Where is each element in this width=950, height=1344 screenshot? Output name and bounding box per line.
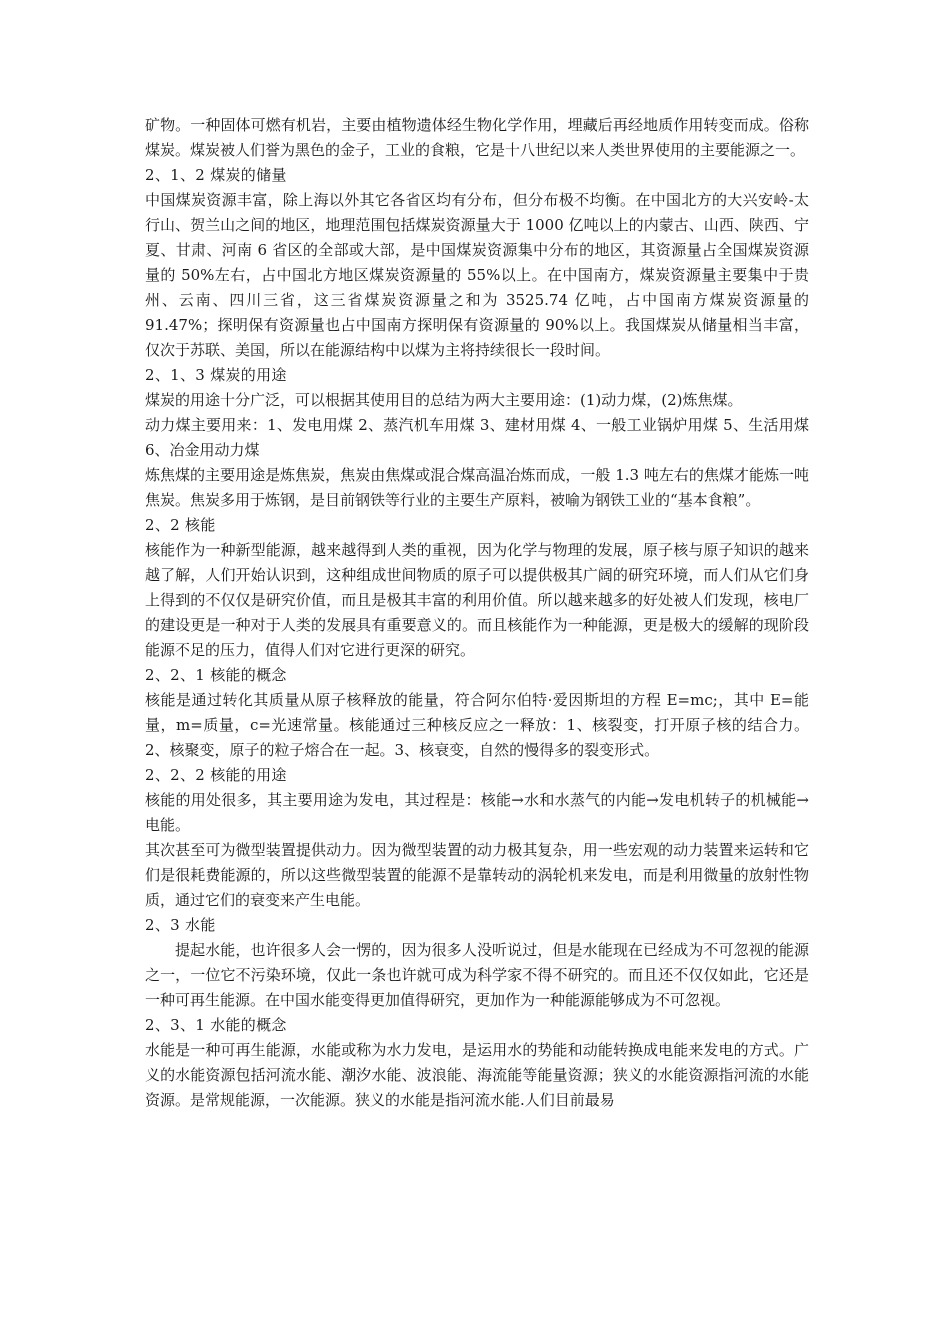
heading-hydro-concept: 2、3、1 水能的概念 [145,1016,287,1034]
paragraph-nuclear-micro-devices: 其次甚至可为微型装置提供动力。因为微型装置的动力极其复杂，用一些宏观的动力装置来运转和它们是很耗费能源的，所以这些微型装置的能源不是靠转动的涡轮机来发电，而是利用微量的放射性物质，通过它们的衰变来产生电能。 [145,841,809,909]
paragraph-steam-coal: 动力煤主要用来：1、发电用煤 2、蒸汽机车用煤 3、建材用煤 4、一般工业锅炉用煤 5、生活用煤 6、冶金用动力煤 [145,416,809,459]
heading-nuclear-concept: 2、2、1 核能的概念 [145,666,287,684]
heading-hydro-energy: 2、3 水能 [145,916,216,934]
paragraph-nuclear-intro: 核能作为一种新型能源，越来越得到人类的重视，因为化学与物理的发展，原子核与原子知识的越来越了解，人们开始认识到，这种组成世间物质的原子可以提供极其广阔的研究环境，而人们从它们身上得到的不仅仅是研究价值，而且是极其丰富的利用价值。所以越来越多的好处被人们发现，核电厂的建设更是一种对于人类的发展具有重要意义的。而且核能作为一种能源，更是极大的缓解的现阶段能源不足的压力，值得人们对它进行更深的研究。 [145,541,809,659]
paragraph-nuclear-power-generation: 核能的用处很多，其主要用途为发电，其过程是：核能→水和水蒸气的内能→发电机转子的机械能→电能。 [145,791,809,834]
paragraph-coal-uses-intro: 煤炭的用途十分广泛，可以根据其使用目的总结为两大主要用途：(1)动力煤，(2)炼焦煤。 [145,391,743,409]
paragraph-nuclear-concept: 核能是通过转化其质量从原子核释放的能量，符合阿尔伯特·爱因斯坦的方程 E=mc;，其中 E=能量，m=质量，c=光速常量。核能通过三种核反应之一释放：1、核裂变，打开原子核的结合力。2、核聚变，原子的粒子熔合在一起。3、核衰变，自然的慢得多的裂变形式。 [145,691,809,759]
paragraph-coal-reserves: 中国煤炭资源丰富，除上海以外其它各省区均有分布，但分布极不均衡。在中国北方的大兴安岭-太行山、贺兰山之间的地区，地理范围包括煤炭资源量大于 1000 亿吨以上的内蒙古、山西、陕西、宁夏、甘肃、河南 6 省区的全部或大部，是中国煤炭资源集中分布的地区，其资源量占全国煤炭资源量的 50%左右，占中国北方地区煤炭资源量的 55%以上。在中国南方，煤炭资源量主要集中于贵州、云南、四川三省，这三省煤炭资源量之和为 3525.74 亿吨，占中国南方煤炭资源量的 91.47%；探明保有资源量也占中国南方探明保有资源量的 90%以上。我国煤炭从储量相当丰富，仅次于苏联、美国，所以在能源结构中以煤为主将持续很长一段时间。 [145,191,809,359]
document-body [145,113,809,1113]
paragraph-coal-definition: 矿物。一种固体可燃有机岩，主要由植物遗体经生物化学作用，埋藏后再经地质作用转变而成。俗称煤炭。煤炭被人们誉为黑色的金子，工业的食粮，它是十八世纪以来人类世界使用的主要能源之一。 [145,116,809,159]
heading-coal-reserves: 2、1、2 煤炭的储量 [145,166,287,184]
heading-coal-uses: 2、1、3 煤炭的用途 [145,366,287,384]
heading-nuclear-energy: 2、2 核能 [145,516,216,534]
paragraph-coking-coal: 炼焦煤的主要用途是炼焦炭，焦炭由焦煤或混合煤高温冶炼而成，一般 1.3 吨左右的焦煤才能炼一吨焦炭。焦炭多用于炼钢，是目前钢铁等行业的主要生产原料，被喻为钢铁工业的“基本食粮”。 [145,466,809,509]
paragraph-hydro-concept: 水能是一种可再生能源，水能或称为水力发电，是运用水的势能和动能转换成电能来发电的方式。广义的水能资源包括河流水能、潮汐水能、波浪能、海流能等能量资源；狭义的水能资源指河流的水能资源。是常规能源，一次能源。狭义的水能是指河流水能.人们目前最易 [145,1041,809,1109]
heading-nuclear-uses: 2、2、2 核能的用途 [145,766,287,784]
paragraph-hydro-intro: 提起水能，也许很多人会一愣的，因为很多人没听说过，但是水能现在已经成为不可忽视的能源之一，一位它不污染环境，仅此一条也许就可成为科学家不得不研究的。而且还不仅仅如此，它还是一种可再生能源。在中国水能变得更加值得研究，更加作为一种能源能够成为不可忽视。 [145,941,809,1009]
